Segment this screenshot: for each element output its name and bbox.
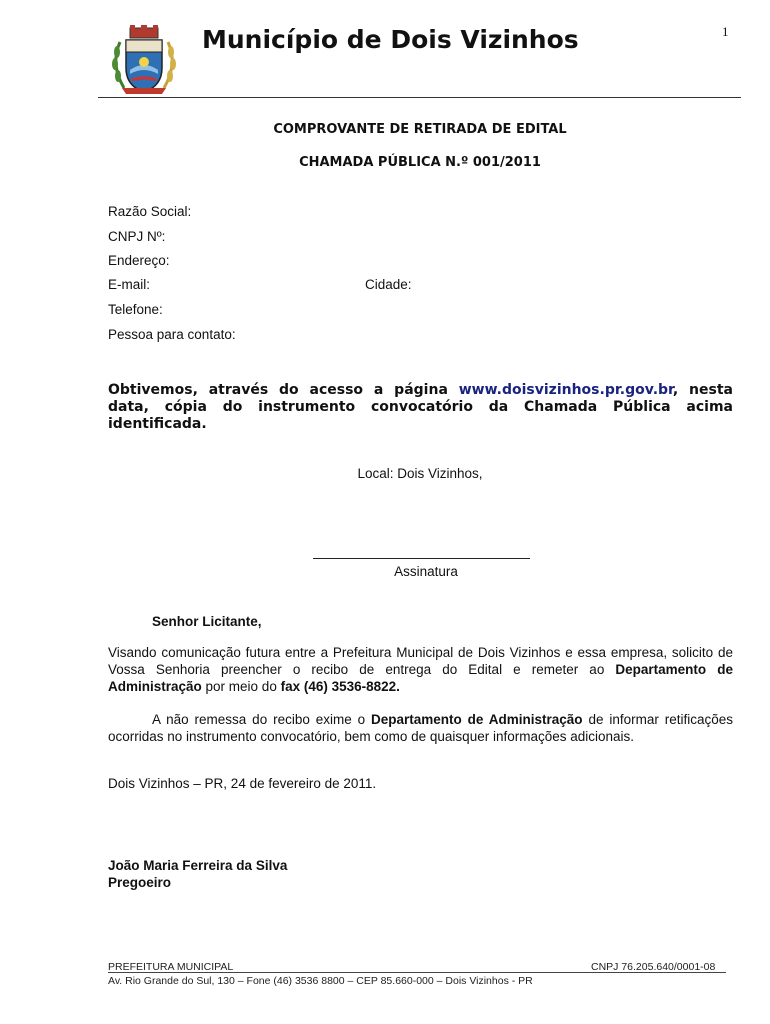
signatory-role: Pregoeiro (108, 875, 172, 890)
endereco-label: Endereço: (108, 253, 170, 268)
letter-paragraph-1: Visando comunicação futura entre a Prefeitura Municipal de Dois Vizinhos e essa empresa, solicito de Vossa Senhoria preencher o recibo de entrega do Edital e remeter ao Departamento de Administração por meio do fax (46) 3536-8822. (108, 645, 734, 694)
municipality-name: Município de Dois Vizinhos (202, 25, 579, 54)
website-link[interactable]: www.doisvizinhos.pr.gov.br (458, 382, 673, 398)
footer-address: Av. Rio Grande do Sul, 130 – Fone (46) 3536 8800 – CEP 85.660-000 – Dois Vizinhos - PR (108, 975, 533, 987)
letter-paragraph-2: A não remessa do recibo exime o Departamento de Administração de informar retificações ocorridas no instrumento convocatório, bem como de quaisquer informações adicionais. (108, 712, 733, 744)
local-text: Local: Dois Vizinhos, (357, 466, 483, 481)
contato-label: Pessoa para contato: (108, 327, 236, 342)
email-label: E-mail: (108, 277, 151, 292)
razao-social-label: Razão Social: (108, 204, 192, 219)
page-number: 1 (722, 24, 729, 39)
cnpj-label: CNPJ Nº: (108, 229, 166, 244)
footer-divider (108, 972, 726, 973)
signature-label: Assinatura (394, 564, 458, 579)
footer-cnpj: CNPJ 76.205.640/0001-08 (591, 961, 716, 973)
salutation: Senhor Licitante, (152, 614, 262, 629)
signatory-name: João Maria Ferreira da Silva (108, 858, 288, 873)
declaration-paragraph: Obtivemos, através do acesso a página www.doisvizinhos.pr.gov.br, nesta data, cópia do instrumento convocatório da Chamada Pública acima identificada. (108, 382, 733, 432)
coat-of-arms-logo (106, 24, 182, 96)
cidade-label: Cidade: (365, 277, 412, 292)
signature-line (313, 558, 530, 559)
letter-date: Dois Vizinhos – PR, 24 de fevereiro de 2011. (108, 776, 377, 791)
footer-org: PREFEITURA MUNICIPAL (108, 961, 234, 973)
document-title: COMPROVANTE DE RETIRADA DE EDITAL (273, 122, 567, 137)
document-subtitle: CHAMADA PÚBLICA N.º 001/2011 (299, 155, 541, 170)
header-divider (98, 97, 741, 98)
telefone-label: Telefone: (108, 302, 163, 317)
